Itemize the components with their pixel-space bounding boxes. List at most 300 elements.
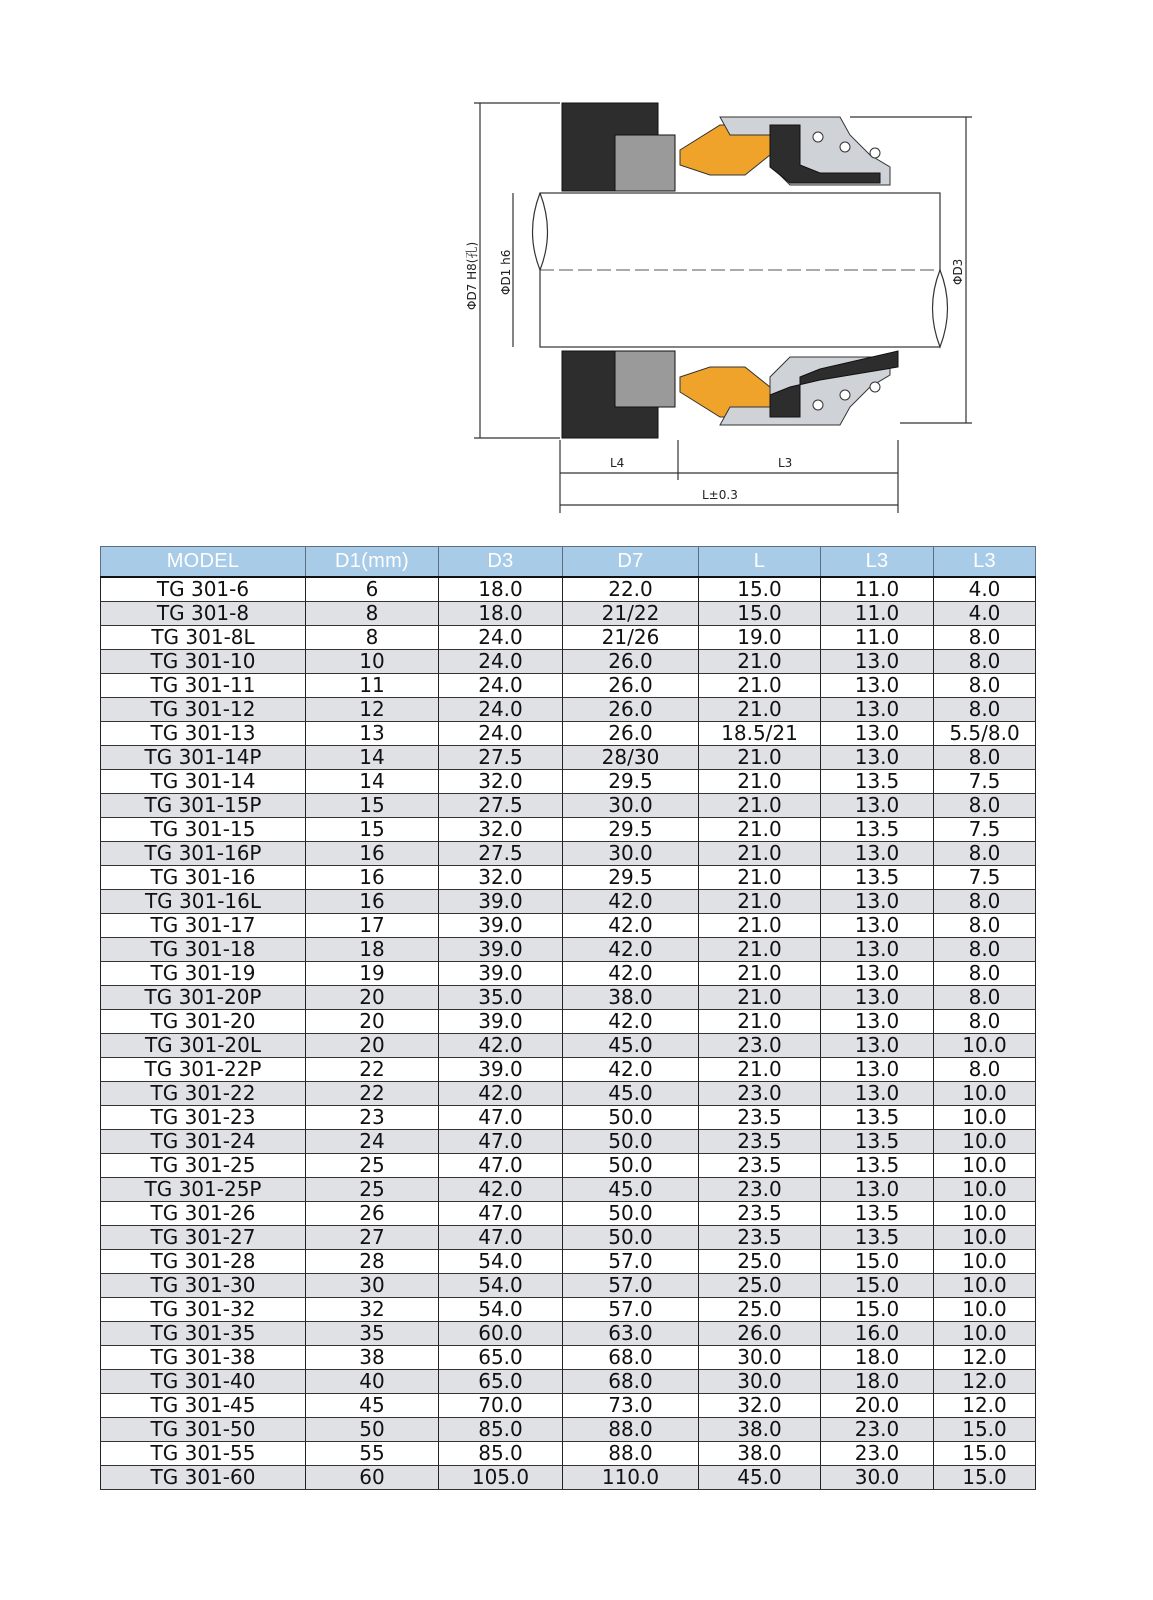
cell-model: TG 301-24 xyxy=(101,1130,306,1154)
cell-model: TG 301-14 xyxy=(101,770,306,794)
cell-d7: 50.0 xyxy=(563,1202,699,1226)
cell-d3: 24.0 xyxy=(439,650,563,674)
table-row xyxy=(101,1034,1036,1058)
spec-table-header xyxy=(101,547,1036,578)
table-row xyxy=(101,1106,1036,1130)
cell-d3: 32.0 xyxy=(439,818,563,842)
cell-d3: 47.0 xyxy=(439,1202,563,1226)
cell-d7: 30.0 xyxy=(563,794,699,818)
cell-l3-alt: 10.0 xyxy=(934,1274,1036,1298)
cell-l: 38.0 xyxy=(699,1442,821,1466)
cell-l: 15.0 xyxy=(699,577,821,602)
cell-d7: 26.0 xyxy=(563,674,699,698)
cell-l: 19.0 xyxy=(699,626,821,650)
cell-d1: 55 xyxy=(306,1442,439,1466)
cell-model: TG 301-19 xyxy=(101,962,306,986)
d7-label: ΦD7 H8(孔) xyxy=(465,241,479,310)
cell-d7: 57.0 xyxy=(563,1298,699,1322)
cell-model: TG 301-45 xyxy=(101,1394,306,1418)
cell-l: 32.0 xyxy=(699,1394,821,1418)
table-row xyxy=(101,698,1036,722)
cell-d7: 26.0 xyxy=(563,698,699,722)
cell-d1: 12 xyxy=(306,698,439,722)
cell-l: 23.5 xyxy=(699,1154,821,1178)
cell-l3-alt: 8.0 xyxy=(934,626,1036,650)
cell-model: TG 301-25 xyxy=(101,1154,306,1178)
cell-l3: 20.0 xyxy=(821,1394,934,1418)
header-model: MODEL xyxy=(101,547,306,578)
cell-d1: 25 xyxy=(306,1154,439,1178)
cell-d7: 38.0 xyxy=(563,986,699,1010)
cell-d7: 42.0 xyxy=(563,1058,699,1082)
cell-l3: 13.0 xyxy=(821,674,934,698)
table-row xyxy=(101,1226,1036,1250)
cell-l3: 13.5 xyxy=(821,1202,934,1226)
cell-l3: 13.0 xyxy=(821,986,934,1010)
cell-d1: 6 xyxy=(306,577,439,602)
cell-d1: 20 xyxy=(306,1034,439,1058)
cell-l: 45.0 xyxy=(699,1466,821,1490)
l-label: L±0.3 xyxy=(702,488,738,502)
table-row xyxy=(101,794,1036,818)
cell-d1: 13 xyxy=(306,722,439,746)
cell-d3: 39.0 xyxy=(439,1010,563,1034)
cell-model: TG 301-20P xyxy=(101,986,306,1010)
upper-bellows xyxy=(680,117,890,185)
cell-l3: 23.0 xyxy=(821,1442,934,1466)
cell-d1: 40 xyxy=(306,1370,439,1394)
l4-label: L4 xyxy=(610,456,625,470)
cell-l3: 11.0 xyxy=(821,577,934,602)
lower-bellows xyxy=(680,351,898,425)
seal-cross-section-diagram xyxy=(465,95,990,520)
cell-l3-alt: 10.0 xyxy=(934,1130,1036,1154)
cell-d1: 17 xyxy=(306,914,439,938)
cell-l3: 13.0 xyxy=(821,1034,934,1058)
cell-l3-alt: 8.0 xyxy=(934,890,1036,914)
cell-d1: 15 xyxy=(306,794,439,818)
cell-l3-alt: 12.0 xyxy=(934,1394,1036,1418)
cell-l3-alt: 4.0 xyxy=(934,602,1036,626)
cell-l: 23.0 xyxy=(699,1082,821,1106)
cell-d7: 68.0 xyxy=(563,1370,699,1394)
cell-l3-alt: 7.5 xyxy=(934,770,1036,794)
cell-l: 23.5 xyxy=(699,1106,821,1130)
cell-l: 21.0 xyxy=(699,1058,821,1082)
cell-l3-alt: 8.0 xyxy=(934,962,1036,986)
cell-l3: 15.0 xyxy=(821,1274,934,1298)
table-row xyxy=(101,1298,1036,1322)
cell-l3-alt: 10.0 xyxy=(934,1250,1036,1274)
cell-l: 18.5/21 xyxy=(699,722,821,746)
cell-d1: 22 xyxy=(306,1082,439,1106)
cell-l3: 13.0 xyxy=(821,722,934,746)
table-row xyxy=(101,1130,1036,1154)
table-row xyxy=(101,1418,1036,1442)
cell-l3: 13.0 xyxy=(821,746,934,770)
cell-l3-alt: 10.0 xyxy=(934,1322,1036,1346)
cell-d7: 22.0 xyxy=(563,577,699,602)
cell-model: TG 301-60 xyxy=(101,1466,306,1490)
cell-model: TG 301-14P xyxy=(101,746,306,770)
cell-d3: 18.0 xyxy=(439,577,563,602)
cell-d1: 35 xyxy=(306,1322,439,1346)
header-d3: D3 xyxy=(439,547,563,578)
cell-l3-alt: 10.0 xyxy=(934,1178,1036,1202)
cell-d3: 39.0 xyxy=(439,890,563,914)
cell-d3: 70.0 xyxy=(439,1394,563,1418)
table-row xyxy=(101,1370,1036,1394)
header-d1: D1(mm) xyxy=(306,547,439,578)
cell-d1: 20 xyxy=(306,1010,439,1034)
cell-model: TG 301-16P xyxy=(101,842,306,866)
table-row xyxy=(101,602,1036,626)
cell-d7: 45.0 xyxy=(563,1082,699,1106)
cell-model: TG 301-35 xyxy=(101,1322,306,1346)
cell-l3-alt: 8.0 xyxy=(934,1058,1036,1082)
cell-d7: 57.0 xyxy=(563,1274,699,1298)
cell-d1: 14 xyxy=(306,770,439,794)
cell-l: 21.0 xyxy=(699,770,821,794)
cell-d1: 30 xyxy=(306,1274,439,1298)
cell-d1: 16 xyxy=(306,890,439,914)
cell-l: 25.0 xyxy=(699,1298,821,1322)
table-row xyxy=(101,1010,1036,1034)
cell-l: 21.0 xyxy=(699,986,821,1010)
cell-l: 23.5 xyxy=(699,1130,821,1154)
cell-d1: 60 xyxy=(306,1466,439,1490)
cell-l: 25.0 xyxy=(699,1274,821,1298)
cell-l3: 23.0 xyxy=(821,1418,934,1442)
cell-model: TG 301-15P xyxy=(101,794,306,818)
cell-d1: 24 xyxy=(306,1130,439,1154)
cell-model: TG 301-23 xyxy=(101,1106,306,1130)
cell-l3-alt: 15.0 xyxy=(934,1442,1036,1466)
cell-d7: 50.0 xyxy=(563,1154,699,1178)
cell-model: TG 301-13 xyxy=(101,722,306,746)
table-row xyxy=(101,890,1036,914)
table-row xyxy=(101,842,1036,866)
cell-d7: 42.0 xyxy=(563,1010,699,1034)
table-row xyxy=(101,722,1036,746)
cell-d3: 39.0 xyxy=(439,1058,563,1082)
table-row xyxy=(101,1202,1036,1226)
cell-l: 21.0 xyxy=(699,794,821,818)
seal-diagram-svg xyxy=(465,95,990,520)
header-d7: D7 xyxy=(563,547,699,578)
cell-model: TG 301-20 xyxy=(101,1010,306,1034)
table-row xyxy=(101,1394,1036,1418)
cell-d3: 35.0 xyxy=(439,986,563,1010)
cell-model: TG 301-30 xyxy=(101,1274,306,1298)
cell-l: 21.0 xyxy=(699,698,821,722)
cell-d1: 16 xyxy=(306,842,439,866)
cell-l3-alt: 8.0 xyxy=(934,674,1036,698)
cell-d1: 20 xyxy=(306,986,439,1010)
table-row xyxy=(101,1058,1036,1082)
cell-d3: 85.0 xyxy=(439,1418,563,1442)
cell-l3: 13.0 xyxy=(821,1178,934,1202)
cell-model: TG 301-20L xyxy=(101,1034,306,1058)
cell-l3-alt: 10.0 xyxy=(934,1106,1036,1130)
cell-l3: 11.0 xyxy=(821,626,934,650)
cell-d7: 45.0 xyxy=(563,1034,699,1058)
cell-l3-alt: 7.5 xyxy=(934,818,1036,842)
upper-stationary-seat xyxy=(562,103,675,191)
cell-d7: 21/26 xyxy=(563,626,699,650)
cell-d3: 47.0 xyxy=(439,1154,563,1178)
cell-l3: 13.0 xyxy=(821,914,934,938)
cell-model: TG 301-6 xyxy=(101,577,306,602)
header-l3: L3 xyxy=(821,547,934,578)
cell-l3: 15.0 xyxy=(821,1298,934,1322)
cell-l3: 13.5 xyxy=(821,866,934,890)
cell-d3: 47.0 xyxy=(439,1106,563,1130)
cell-l3: 13.0 xyxy=(821,962,934,986)
cell-l3-alt: 8.0 xyxy=(934,650,1036,674)
table-row xyxy=(101,674,1036,698)
shaft xyxy=(533,193,948,347)
table-row xyxy=(101,962,1036,986)
cell-model: TG 301-22P xyxy=(101,1058,306,1082)
cell-d1: 28 xyxy=(306,1250,439,1274)
cell-l3: 13.0 xyxy=(821,698,934,722)
l3-label: L3 xyxy=(778,456,793,470)
lower-stationary-seat xyxy=(562,351,675,438)
cell-d3: 27.5 xyxy=(439,842,563,866)
cell-l3-alt: 15.0 xyxy=(934,1418,1036,1442)
cell-d7: 29.5 xyxy=(563,866,699,890)
cell-l3: 13.5 xyxy=(821,818,934,842)
cell-l: 15.0 xyxy=(699,602,821,626)
cell-model: TG 301-50 xyxy=(101,1418,306,1442)
cell-d3: 24.0 xyxy=(439,626,563,650)
cell-model: TG 301-16 xyxy=(101,866,306,890)
cell-l3-alt: 10.0 xyxy=(934,1298,1036,1322)
cell-d3: 85.0 xyxy=(439,1442,563,1466)
cell-l: 30.0 xyxy=(699,1370,821,1394)
cell-d3: 39.0 xyxy=(439,914,563,938)
cell-d7: 21/22 xyxy=(563,602,699,626)
cell-d3: 24.0 xyxy=(439,674,563,698)
header-l3-alt: L3 xyxy=(934,547,1036,578)
cell-l3: 11.0 xyxy=(821,602,934,626)
table-row xyxy=(101,1178,1036,1202)
cell-l3-alt: 8.0 xyxy=(934,842,1036,866)
cell-d3: 47.0 xyxy=(439,1130,563,1154)
cell-l3: 13.5 xyxy=(821,1226,934,1250)
cell-d7: 88.0 xyxy=(563,1442,699,1466)
cell-d1: 50 xyxy=(306,1418,439,1442)
cell-l: 21.0 xyxy=(699,890,821,914)
cell-d7: 68.0 xyxy=(563,1346,699,1370)
cell-model: TG 301-17 xyxy=(101,914,306,938)
cell-d1: 8 xyxy=(306,602,439,626)
cell-l3: 16.0 xyxy=(821,1322,934,1346)
cell-d7: 73.0 xyxy=(563,1394,699,1418)
cell-l: 21.0 xyxy=(699,842,821,866)
cell-l: 26.0 xyxy=(699,1322,821,1346)
d3-label: ΦD3 xyxy=(951,258,965,285)
cell-model: TG 301-22 xyxy=(101,1082,306,1106)
cell-d1: 19 xyxy=(306,962,439,986)
cell-model: TG 301-18 xyxy=(101,938,306,962)
cell-model: TG 301-15 xyxy=(101,818,306,842)
cell-d3: 105.0 xyxy=(439,1466,563,1490)
cell-l3-alt: 12.0 xyxy=(934,1346,1036,1370)
cell-d3: 39.0 xyxy=(439,962,563,986)
cell-l: 23.0 xyxy=(699,1178,821,1202)
table-row xyxy=(101,577,1036,602)
cell-l3: 13.0 xyxy=(821,1058,934,1082)
cell-d3: 42.0 xyxy=(439,1034,563,1058)
cell-l: 23.5 xyxy=(699,1202,821,1226)
cell-l3-alt: 8.0 xyxy=(934,698,1036,722)
cell-d1: 11 xyxy=(306,674,439,698)
table-row xyxy=(101,1466,1036,1490)
cell-d7: 63.0 xyxy=(563,1322,699,1346)
cell-l: 30.0 xyxy=(699,1346,821,1370)
cell-d3: 42.0 xyxy=(439,1178,563,1202)
table-row xyxy=(101,770,1036,794)
cell-l3-alt: 10.0 xyxy=(934,1154,1036,1178)
cell-l3: 13.0 xyxy=(821,890,934,914)
cell-d1: 27 xyxy=(306,1226,439,1250)
cell-d3: 39.0 xyxy=(439,938,563,962)
cell-d3: 54.0 xyxy=(439,1298,563,1322)
cell-l3: 13.0 xyxy=(821,1082,934,1106)
cell-l: 21.0 xyxy=(699,866,821,890)
cell-model: TG 301-25P xyxy=(101,1178,306,1202)
cell-d3: 65.0 xyxy=(439,1346,563,1370)
cell-model: TG 301-8 xyxy=(101,602,306,626)
table-row xyxy=(101,1322,1036,1346)
cell-model: TG 301-12 xyxy=(101,698,306,722)
cell-model: TG 301-55 xyxy=(101,1442,306,1466)
cell-d3: 54.0 xyxy=(439,1274,563,1298)
cell-l: 21.0 xyxy=(699,818,821,842)
table-row xyxy=(101,1082,1036,1106)
cell-l3: 13.0 xyxy=(821,938,934,962)
cell-d7: 88.0 xyxy=(563,1418,699,1442)
cell-l3: 13.5 xyxy=(821,770,934,794)
cell-l3-alt: 7.5 xyxy=(934,866,1036,890)
cell-l: 21.0 xyxy=(699,1010,821,1034)
cell-d1: 25 xyxy=(306,1178,439,1202)
table-row xyxy=(101,986,1036,1010)
cell-d7: 42.0 xyxy=(563,962,699,986)
cell-l3: 13.0 xyxy=(821,1010,934,1034)
cell-model: TG 301-16L xyxy=(101,890,306,914)
cell-d3: 32.0 xyxy=(439,770,563,794)
d1-label: ΦD1 h6 xyxy=(499,249,513,295)
cell-d3: 18.0 xyxy=(439,602,563,626)
cell-l3: 13.0 xyxy=(821,650,934,674)
cell-l3: 13.5 xyxy=(821,1130,934,1154)
cell-d3: 42.0 xyxy=(439,1082,563,1106)
spec-table-container xyxy=(100,546,1035,1506)
cell-l: 25.0 xyxy=(699,1250,821,1274)
cell-model: TG 301-8L xyxy=(101,626,306,650)
cell-d7: 42.0 xyxy=(563,938,699,962)
cell-l3-alt: 12.0 xyxy=(934,1370,1036,1394)
cell-l3-alt: 10.0 xyxy=(934,1226,1036,1250)
spec-table-body xyxy=(101,577,1036,1490)
cell-d7: 57.0 xyxy=(563,1250,699,1274)
cell-l3-alt: 4.0 xyxy=(934,577,1036,602)
cell-d3: 65.0 xyxy=(439,1370,563,1394)
table-row xyxy=(101,1442,1036,1466)
cell-d7: 26.0 xyxy=(563,722,699,746)
cell-d1: 18 xyxy=(306,938,439,962)
cell-d7: 50.0 xyxy=(563,1226,699,1250)
cell-d7: 42.0 xyxy=(563,890,699,914)
cell-model: TG 301-28 xyxy=(101,1250,306,1274)
cell-l: 38.0 xyxy=(699,1418,821,1442)
cell-d3: 27.5 xyxy=(439,794,563,818)
cell-l: 23.5 xyxy=(699,1226,821,1250)
cell-l3: 18.0 xyxy=(821,1370,934,1394)
cell-d1: 8 xyxy=(306,626,439,650)
cell-d7: 50.0 xyxy=(563,1106,699,1130)
cell-d1: 45 xyxy=(306,1394,439,1418)
cell-d1: 38 xyxy=(306,1346,439,1370)
cell-l: 21.0 xyxy=(699,674,821,698)
cell-model: TG 301-27 xyxy=(101,1226,306,1250)
cell-d1: 23 xyxy=(306,1106,439,1130)
cell-d1: 16 xyxy=(306,866,439,890)
table-row xyxy=(101,866,1036,890)
cell-d3: 47.0 xyxy=(439,1226,563,1250)
cell-l3: 15.0 xyxy=(821,1250,934,1274)
header-l: L xyxy=(699,547,821,578)
cell-l3-alt: 8.0 xyxy=(934,794,1036,818)
cell-l3: 30.0 xyxy=(821,1466,934,1490)
cell-d1: 10 xyxy=(306,650,439,674)
cell-d7: 42.0 xyxy=(563,914,699,938)
cell-l3: 13.0 xyxy=(821,842,934,866)
cell-d3: 24.0 xyxy=(439,698,563,722)
cell-d7: 29.5 xyxy=(563,770,699,794)
cell-model: TG 301-10 xyxy=(101,650,306,674)
cell-l3: 13.5 xyxy=(821,1106,934,1130)
cell-l3-alt: 8.0 xyxy=(934,986,1036,1010)
cell-l3-alt: 10.0 xyxy=(934,1034,1036,1058)
table-row xyxy=(101,1274,1036,1298)
table-row xyxy=(101,818,1036,842)
cell-l: 21.0 xyxy=(699,746,821,770)
cell-d7: 45.0 xyxy=(563,1178,699,1202)
cell-model: TG 301-11 xyxy=(101,674,306,698)
cell-model: TG 301-26 xyxy=(101,1202,306,1226)
table-row xyxy=(101,626,1036,650)
cell-d7: 29.5 xyxy=(563,818,699,842)
header-row xyxy=(101,547,1036,578)
cell-d3: 60.0 xyxy=(439,1322,563,1346)
cell-d1: 32 xyxy=(306,1298,439,1322)
cell-d1: 15 xyxy=(306,818,439,842)
cell-l3: 18.0 xyxy=(821,1346,934,1370)
cell-d1: 22 xyxy=(306,1058,439,1082)
cell-d7: 30.0 xyxy=(563,842,699,866)
cell-l3-alt: 10.0 xyxy=(934,1202,1036,1226)
cell-d3: 32.0 xyxy=(439,866,563,890)
table-row xyxy=(101,1250,1036,1274)
table-row xyxy=(101,914,1036,938)
cell-l: 21.0 xyxy=(699,938,821,962)
table-row xyxy=(101,650,1036,674)
cell-model: TG 301-40 xyxy=(101,1370,306,1394)
